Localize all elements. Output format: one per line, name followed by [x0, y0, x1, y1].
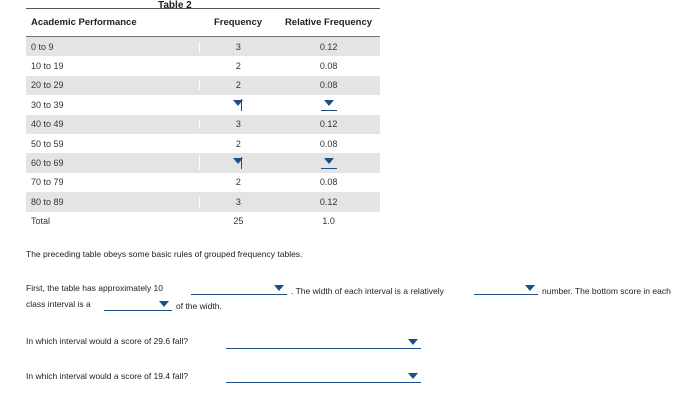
dropdown-arrow-icon	[408, 339, 418, 345]
question-19-4: In which interval would a score of 19.4 fall?	[26, 371, 189, 381]
table-row	[26, 37, 380, 56]
dropdown-arrow-icon	[274, 285, 284, 291]
interval-19-4-dropdown[interactable]	[226, 370, 421, 383]
interval-cell: 0 to 9	[31, 41, 54, 52]
header-frequency: Frequency	[213, 17, 263, 28]
frequency-cell: 2	[199, 80, 278, 90]
dropdown-arrow-icon	[159, 301, 169, 307]
relative-frequency-dropdown[interactable]	[277, 156, 380, 170]
frequency-cell: 3	[199, 119, 278, 129]
table-row	[26, 134, 380, 153]
table-header	[26, 9, 380, 37]
bottom-score-dropdown[interactable]	[104, 298, 172, 311]
classes-dropdown[interactable]	[191, 282, 287, 295]
table-row	[26, 76, 380, 95]
sentence1-part1: First, the table has approximately 10	[26, 283, 164, 293]
frequency-dropdown[interactable]	[199, 156, 278, 170]
sentence1-part2: . The width of each interval is a relatively	[291, 286, 444, 296]
header-academic-performance: Academic Performance	[31, 17, 137, 28]
relative-frequency-cell: 0.12	[319, 41, 338, 52]
interval-cell: Total	[31, 216, 51, 227]
relative-frequency-cell: 0.08	[319, 80, 338, 91]
width-type-dropdown[interactable]	[474, 282, 538, 295]
relative-frequency-cell: 0.12	[319, 196, 338, 207]
relative-frequency-cell: 0.08	[319, 61, 338, 72]
table-row	[26, 115, 380, 134]
frequency-cell: 25	[199, 216, 278, 226]
dropdown-arrow-icon	[230, 98, 246, 112]
relative-frequency-cell: 1.0	[322, 216, 335, 227]
interval-cell: 10 to 19	[31, 61, 64, 72]
question-29-6: In which interval would a score of 29.6 fall?	[26, 336, 189, 346]
relative-frequency-dropdown[interactable]	[277, 98, 380, 112]
frequency-cell: 2	[199, 139, 278, 149]
dropdown-arrow-icon	[321, 98, 337, 112]
table-row	[26, 173, 380, 192]
interval-cell: 50 to 59	[31, 138, 64, 149]
table-row	[26, 56, 380, 75]
frequency-cell: 3	[199, 42, 278, 52]
interval-cell: 70 to 79	[31, 177, 64, 188]
header-relative-frequency: Relative Frequency	[284, 17, 373, 28]
frequency-cell: 3	[199, 197, 278, 207]
interval-cell: 20 to 29	[31, 80, 64, 91]
relative-frequency-cell: 0.12	[319, 119, 338, 130]
interval-cell: 60 to 69	[31, 158, 64, 169]
dropdown-arrow-icon	[525, 285, 535, 291]
table-row	[26, 153, 380, 172]
interval-cell: 30 to 39	[31, 99, 64, 110]
dropdown-arrow-icon	[408, 373, 418, 379]
frequency-cell: 2	[199, 177, 278, 187]
interval-cell: 40 to 49	[31, 119, 64, 130]
relative-frequency-cell: 0.08	[319, 177, 338, 188]
table-row	[26, 192, 380, 211]
frequency-table	[26, 8, 380, 231]
intro-text: The preceding table obeys some basic rules of grouped frequency tables.	[26, 249, 303, 259]
interval-29-6-dropdown[interactable]	[226, 336, 421, 349]
sentence1-part5: of the width.	[176, 301, 222, 311]
sentence1-part3: number. The bottom score in each	[542, 286, 671, 296]
dropdown-arrow-icon	[230, 156, 246, 170]
dropdown-arrow-icon	[321, 156, 337, 170]
frequency-cell: 2	[199, 61, 278, 71]
interval-cell: 80 to 89	[31, 196, 64, 207]
frequency-dropdown[interactable]	[199, 98, 278, 112]
sentence1-part4: class interval is a	[26, 299, 91, 309]
table-row	[26, 95, 380, 114]
relative-frequency-cell: 0.08	[319, 138, 338, 149]
table-body	[26, 37, 380, 231]
table-row	[26, 212, 380, 231]
table-caption: Table 2	[158, 0, 192, 11]
